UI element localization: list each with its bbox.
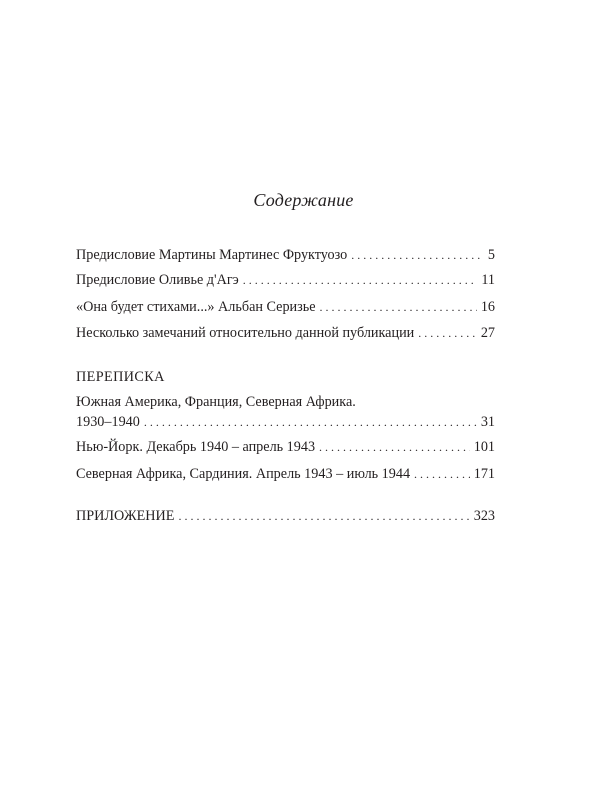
toc-entry-appendix[interactable] <box>76 507 495 525</box>
toc-entry[interactable] <box>76 324 495 342</box>
toc-entry[interactable] <box>76 298 495 316</box>
toc-entry[interactable] <box>76 465 495 483</box>
leader-dots <box>319 438 470 456</box>
toc-entry-page: 16 <box>480 299 495 315</box>
toc-entry-label: Несколько замечаний относительно данной публикации <box>76 325 415 341</box>
leader-dots <box>351 246 484 264</box>
leader-dots <box>243 271 478 289</box>
toc-entry[interactable] <box>76 413 495 431</box>
leader-dots <box>414 465 470 483</box>
toc-entry-label-line: Южная Америка, Франция, Северная Африка. <box>76 394 356 410</box>
leader-dots <box>144 413 477 431</box>
section-heading-correspondence: ПЕРЕПИСКА <box>76 369 165 385</box>
toc-entry-page: 323 <box>473 508 495 524</box>
toc-entry-page: 101 <box>473 439 495 455</box>
toc-entry-label: «Она будет стихами...» Альбан Серизье <box>76 299 316 315</box>
toc-entry-label: Нью-Йорк. Декабрь 1940 – апрель 1943 <box>76 439 316 455</box>
toc-entry-label: Предисловие Оливье д'Агэ <box>76 272 239 288</box>
toc-entry[interactable] <box>76 271 495 289</box>
leader-dots <box>178 507 469 525</box>
toc-entry-label: Предисловие Мартины Мартинес Фруктуозо <box>76 247 348 263</box>
toc-entry-label: 1930–1940 <box>76 414 140 430</box>
page-title: Содержание <box>253 190 354 210</box>
toc-entry-page: 27 <box>480 325 495 341</box>
toc-entry-page: 5 <box>487 247 495 263</box>
toc-entry[interactable] <box>76 246 495 264</box>
toc-entry[interactable] <box>76 438 495 456</box>
toc-entry-label: Северная Африка, Сардиния. Апрель 1943 – июль 1944 <box>76 466 411 482</box>
toc-entry-page: 31 <box>480 414 495 430</box>
leader-dots <box>418 324 477 342</box>
leader-dots <box>320 298 477 316</box>
toc-entry-label: ПРИЛОЖЕНИЕ <box>76 508 175 524</box>
toc-entry-page: 11 <box>481 272 495 288</box>
toc-entry-page: 171 <box>473 466 495 482</box>
